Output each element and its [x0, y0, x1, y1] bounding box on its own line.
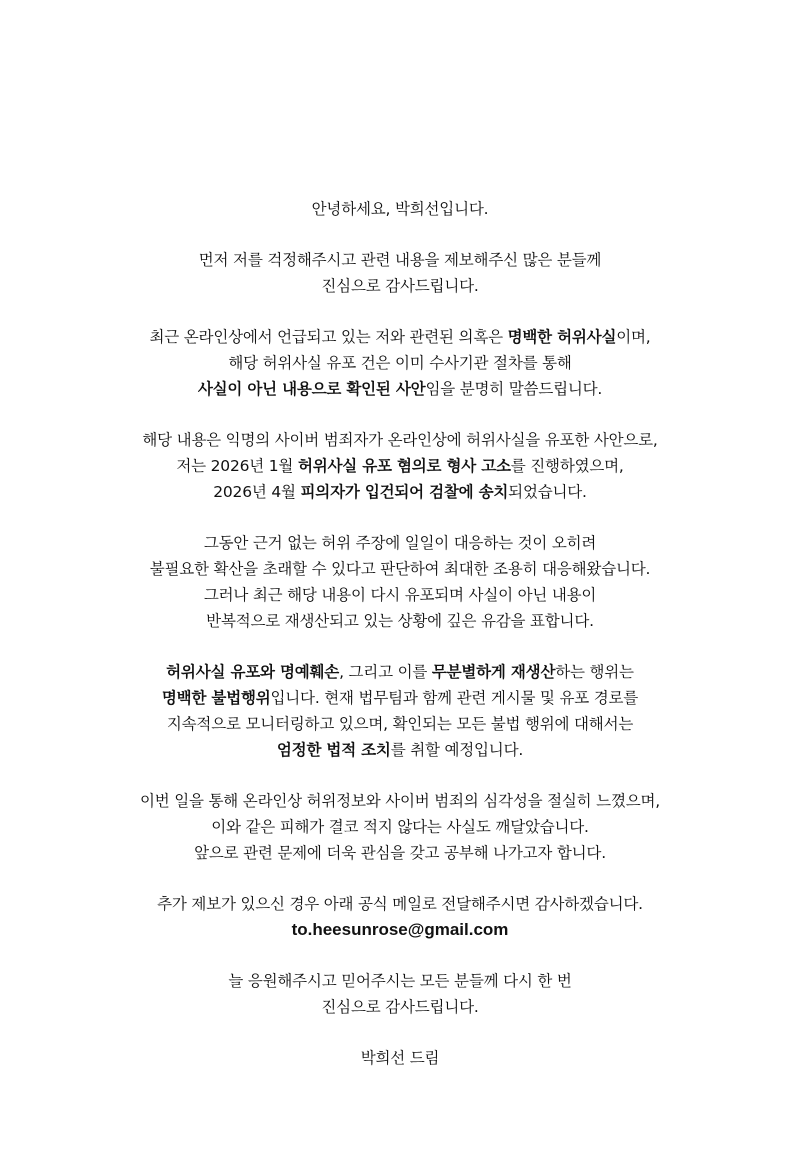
paragraph-gap [0, 943, 800, 968]
paragraph-gap [0, 505, 800, 530]
paragraph-gap [0, 763, 800, 788]
reflection-line-3: 앞으로 관련 문제에 더욱 관심을 갖고 공부해 나가고자 합니다. [194, 844, 606, 862]
warning-line-4 [0, 737, 800, 763]
thanks-line-1: 먼저 저를 걱정해주시고 관련 내용을 제보해주신 많은 분들께 [198, 251, 602, 269]
signature-paragraph [0, 1045, 800, 1071]
allegation-line-1 [0, 324, 800, 350]
closing-line-2: 진심으로 감사드립니다. [321, 998, 479, 1016]
paragraph-gap [0, 222, 800, 247]
contact-email: to.heesunrose@gmail.com [291, 920, 509, 939]
legal-line-2 [0, 453, 800, 479]
text-segment: 를 취할 예정입니다. [390, 741, 524, 759]
text-segment: 되었습니다. [508, 483, 587, 501]
bold-segment: 명백한 불법행위 [161, 689, 271, 707]
text-segment: , 그리고 이를 [339, 663, 432, 681]
warning-line-2 [0, 685, 800, 711]
contact-paragraph [0, 891, 800, 943]
bold-segment: 무분별하게 재생산 [431, 663, 556, 681]
bold-segment: 명백한 허위사실 [507, 328, 617, 346]
reflection-line-1: 이번 일을 통해 온라인상 허위정보와 사이버 범죄의 심각성을 절실히 느꼈으며, [139, 792, 660, 810]
bold-segment: 허위사실 유포와 명예훼손 [166, 663, 340, 681]
bold-segment: 피의자가 입건되어 검찰에 송치 [300, 483, 509, 501]
response-line-1: 그동안 근거 없는 허위 주장에 일일이 대응하는 것이 오히려 [203, 534, 597, 552]
paragraph-gap [0, 1020, 800, 1045]
text-segment: 저는 2026년 1월 [176, 457, 298, 475]
allegation-line-3 [0, 376, 800, 402]
paragraph-gap [0, 299, 800, 324]
text-segment: 하는 행위는 [555, 663, 634, 681]
response-line-3: 그러나 최근 해당 내용이 다시 유포되며 사실이 아닌 내용이 [203, 586, 597, 604]
text-segment: 입니다. 현재 법무팀과 함께 관련 게시물 및 유포 경로를 [270, 689, 639, 707]
closing-line-1: 늘 응원해주시고 믿어주시는 모든 분들께 다시 한 번 [228, 972, 572, 990]
bold-segment: 엄정한 법적 조치 [276, 741, 391, 759]
closing-paragraph [0, 968, 800, 1020]
legal-action-paragraph [0, 427, 800, 505]
paragraph-gap [0, 634, 800, 659]
signature: 박희선 드림 [360, 1049, 440, 1067]
greeting: 안녕하세요, 박희선입니다. [311, 200, 489, 218]
text-segment: 최근 온라인상에서 언급되고 있는 저와 관련된 의혹은 [149, 328, 508, 346]
paragraph-gap [0, 866, 800, 891]
text-segment: 를 진행하였으며, [510, 457, 624, 475]
allegation-paragraph [0, 324, 800, 402]
bold-segment: 허위사실 유포 혐의로 형사 고소 [297, 457, 511, 475]
legal-line-1: 해당 내용은 익명의 사이버 범죄자가 온라인상에 허위사실을 유포한 사안으로, [142, 431, 658, 449]
response-line-4: 반복적으로 재생산되고 있는 상황에 깊은 유감을 표합니다. [206, 612, 594, 630]
text-segment: 이며, [616, 328, 651, 346]
thanks-line-2: 진심으로 감사드립니다. [321, 277, 479, 295]
thanks-paragraph [0, 247, 800, 299]
reflection-line-2: 이와 같은 피해가 결코 적지 않다는 사실도 깨달았습니다. [211, 818, 589, 836]
paragraph-gap [0, 402, 800, 427]
reflection-paragraph [0, 788, 800, 866]
response-line-2: 불필요한 확산을 초래할 수 있다고 판단하여 최대한 조용히 대응해왔습니다. [149, 560, 651, 578]
text-segment: 2026년 4월 [213, 483, 301, 501]
bold-segment: 사실이 아닌 내용으로 확인된 사안 [197, 380, 426, 398]
warning-line-3: 지속적으로 모니터링하고 있으며, 확인되는 모든 불법 행위에 대해서는 [166, 715, 634, 733]
greeting-paragraph [0, 196, 800, 222]
warning-line-1 [0, 659, 800, 685]
text-segment: 임을 분명히 말씀드립니다. [425, 380, 603, 398]
allegation-line-2: 해당 허위사실 유포 건은 이미 수사기관 절차를 통해 [228, 354, 572, 372]
warning-paragraph [0, 659, 800, 763]
contact-line-1: 추가 제보가 있으신 경우 아래 공식 메일로 전달해주시면 감사하겠습니다. [157, 895, 643, 913]
statement-letter [0, 196, 800, 1071]
legal-line-3 [0, 479, 800, 505]
response-paragraph [0, 530, 800, 634]
